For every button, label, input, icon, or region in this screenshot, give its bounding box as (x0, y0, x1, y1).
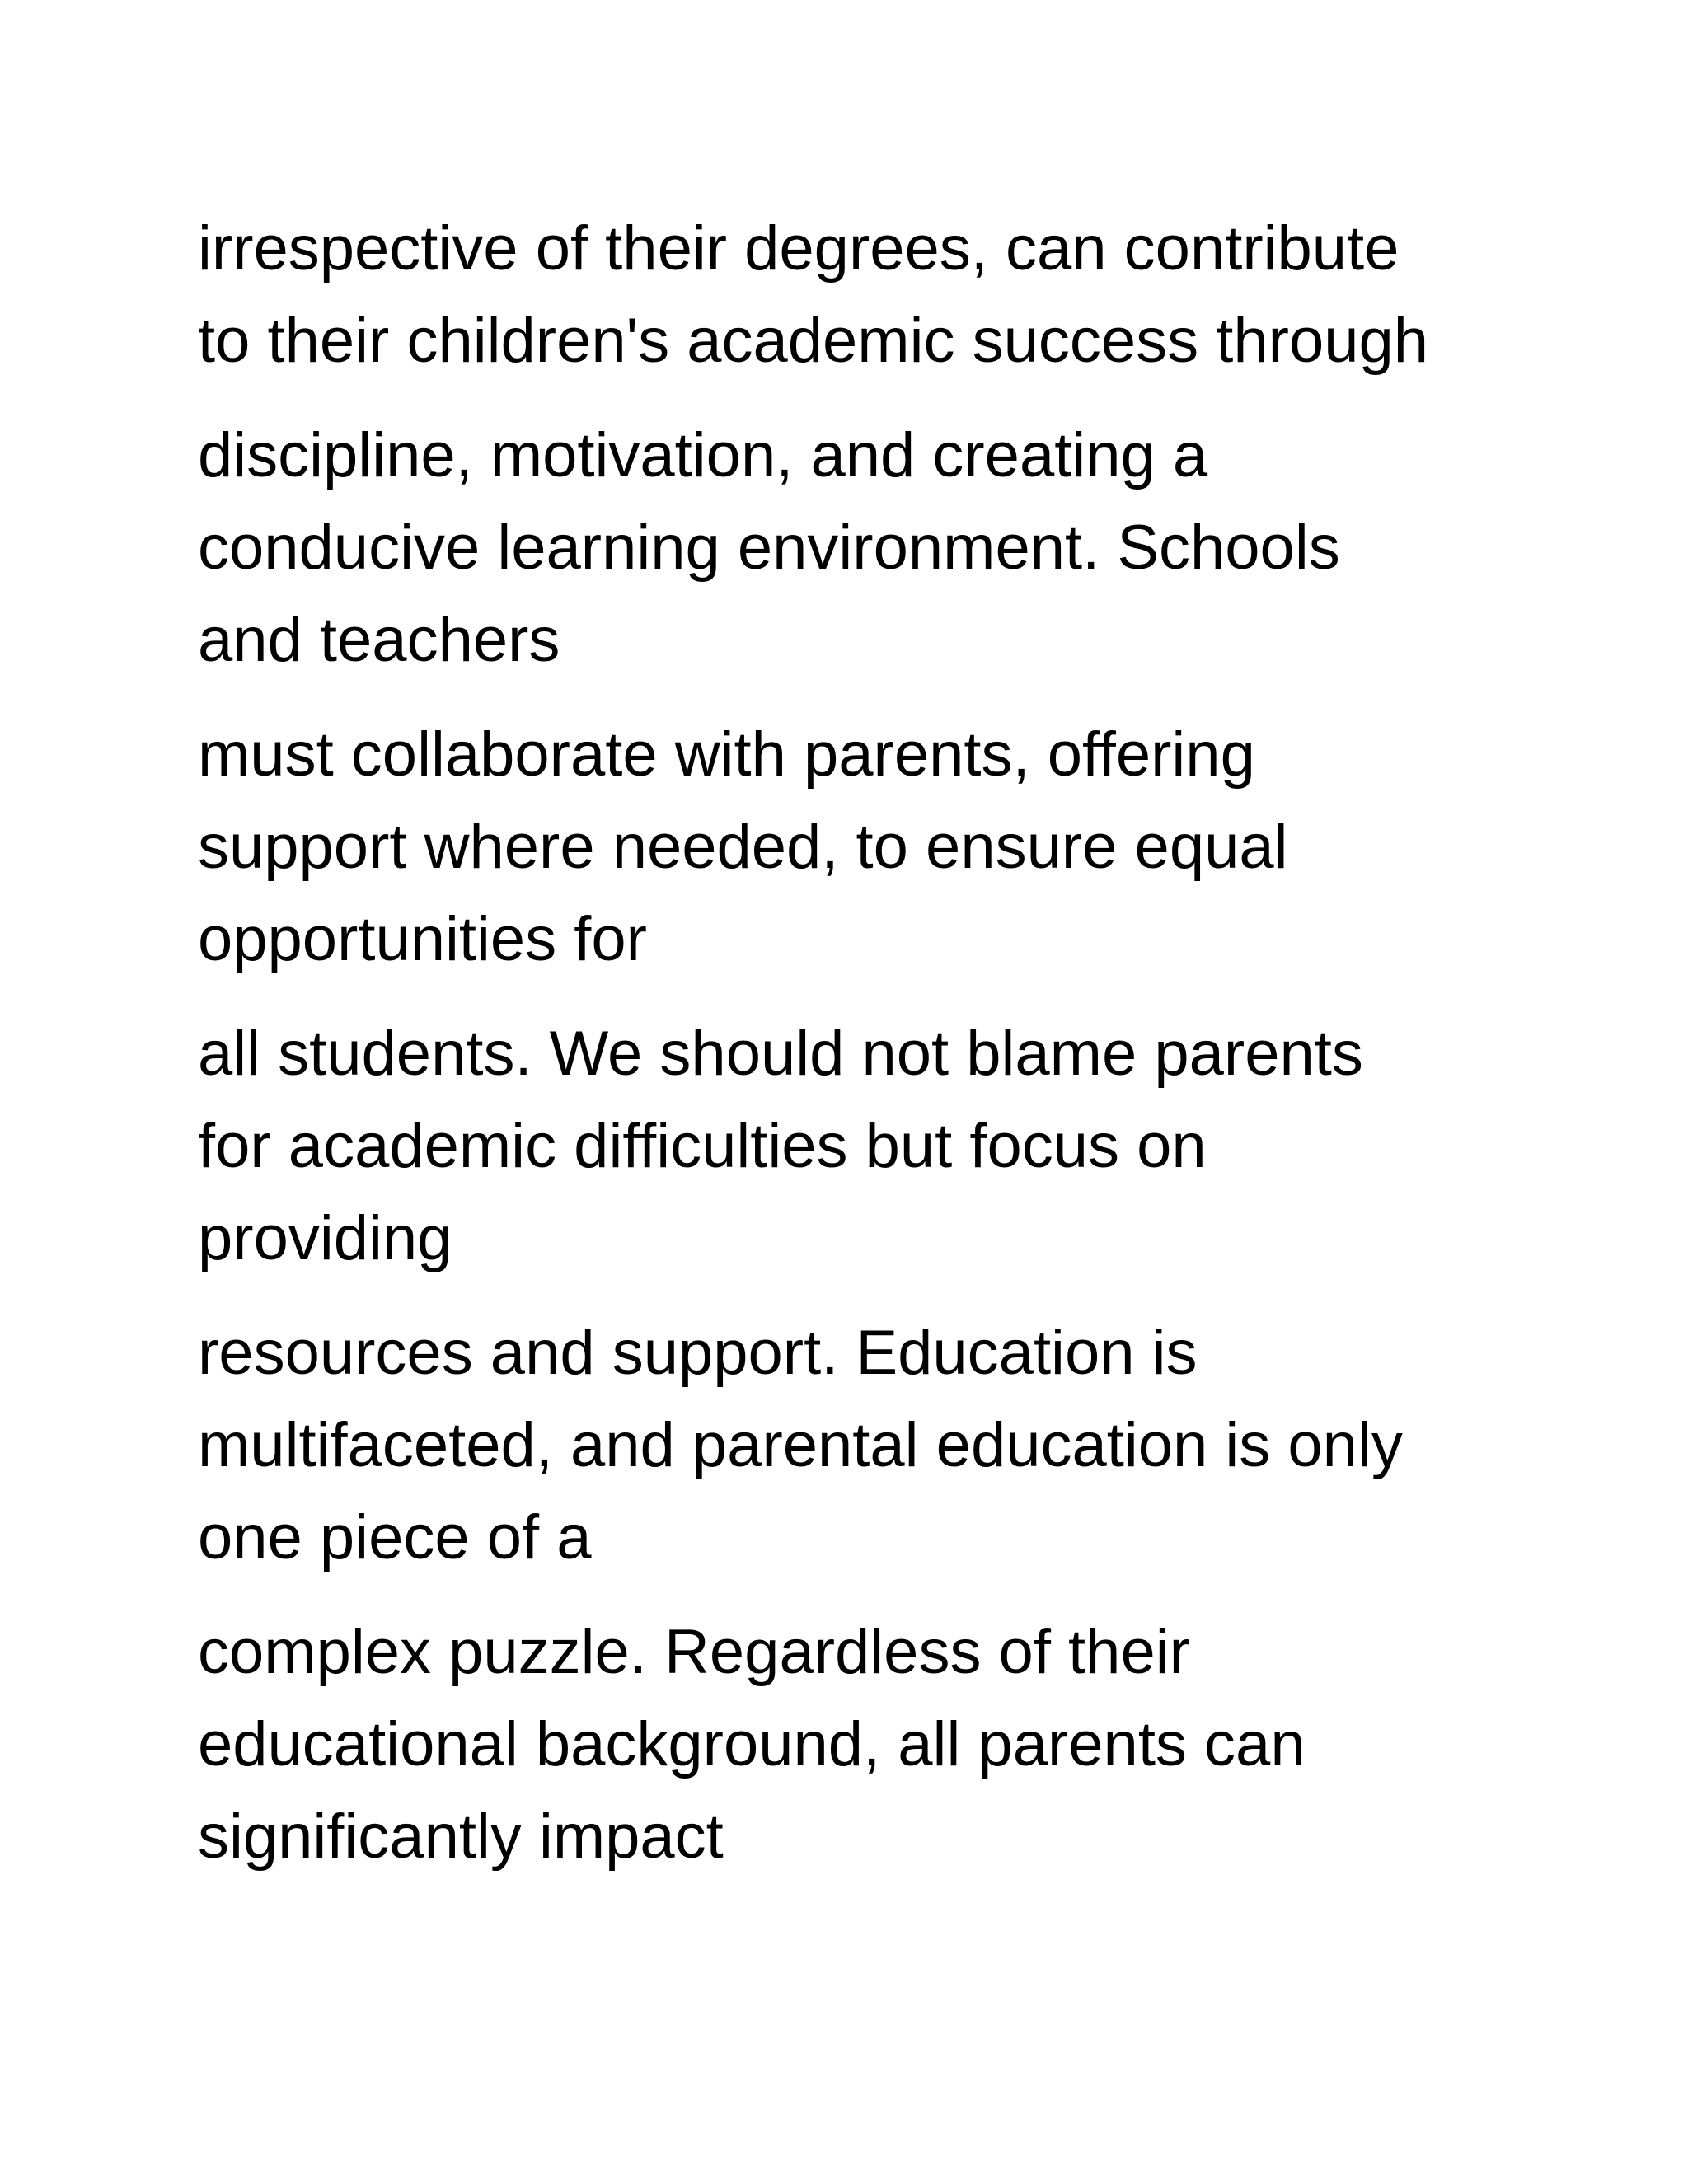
text-line: must collaborate with parents, offering (198, 719, 1255, 790)
text-line: and teachers (198, 605, 560, 675)
text-line: all students. We should not blame parents (198, 1019, 1363, 1089)
text-line: irrespective of their degrees, can contribute (198, 213, 1400, 284)
body-text (198, 203, 1533, 1905)
paragraph-6 (198, 1606, 1533, 1883)
paragraph-5 (198, 1307, 1533, 1584)
text-line: resources and support. Education is (198, 1318, 1198, 1388)
text-line: support where needed, to ensure equal (198, 812, 1288, 882)
paragraph-1 (198, 203, 1533, 387)
text-line: significantly impact (198, 1802, 724, 1872)
text-line: providing (198, 1203, 452, 1273)
text-line: conducive learning environment. Schools (198, 513, 1340, 583)
text-line: discipline, motivation, and creating a (198, 420, 1208, 490)
paragraph-2 (198, 410, 1533, 687)
paragraph-3 (198, 709, 1533, 986)
paragraph-4 (198, 1008, 1533, 1285)
text-line: complex puzzle. Regardless of their (198, 1617, 1190, 1687)
text-line: for academic difficulties but focus on (198, 1111, 1207, 1181)
text-line: educational background, all parents can (198, 1709, 1306, 1779)
text-line: to their children's academic success through (198, 306, 1429, 376)
text-line: multifaceted, and parental education is only (198, 1410, 1403, 1480)
text-line: opportunities for (198, 904, 647, 974)
text-line: one piece of a (198, 1502, 592, 1572)
